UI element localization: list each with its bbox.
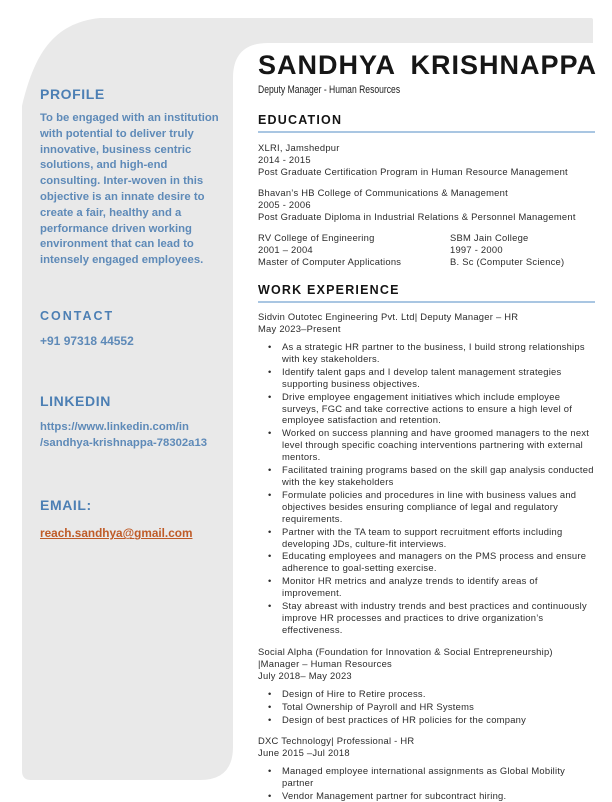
degree: Post Graduate Diploma in Industrial Relations & Personnel Management [258,211,576,222]
bullet-item: • Formulate policies and procedures in line with business values and objectives besides ensuring compliance of legal and regulatory requirements. [258,489,595,525]
bullet-item: • Stay abreast with industry trends and best practices and continuously improve HR processes and practices to drive organization’s effectiveness. [258,600,595,636]
bullet-item: • Vendor Management partner for subcontract hiring. [258,790,595,802]
degree: Master of Computer Applications [258,256,402,267]
education-entry [258,187,595,223]
profile-heading: PROFILE [40,86,105,102]
bullet-item: • Worked on success planning and have groomed managers to the next level through specific coaching interventions partnering with external mentors. [258,427,595,463]
school-name: SBM Jain College [450,232,529,243]
bullet-item: • Identify talent gaps and I develop talent management strategies supporting business objectives. [258,366,595,390]
job-title-line: Social Alpha (Foundation for Innovation & Social Entrepreneurship) |Manager – Human Resources [258,645,553,669]
education-entry [258,142,595,178]
education-two-column-row [258,232,595,268]
contact-section [40,309,220,350]
linkedin-section [40,393,220,452]
job-entry [258,735,595,802]
school-years: 2014 - 2015 [258,154,311,165]
education-entry [258,232,450,268]
email-section [40,497,220,542]
bullet-item: • Educating employees and managers on the PMS process and ensure adherence to goal-setting exercise. [258,550,595,574]
job-title-line: DXC Technology| Professional - HR [258,735,415,747]
degree: B. Sc (Computer Science) [450,256,565,267]
bullet-item: • Design of best practices of HR policies for the company [258,714,595,726]
work-experience-heading: WORK EXPERIENCE [258,283,595,303]
bullet-item: • As a strategic HR partner to the business, I build strong relationships with key stakeholders. [258,341,595,365]
school-years: 1997 - 2000 [450,244,503,255]
job-entry [258,311,595,636]
bullet-item: • Facilitated training programs based on the skill gap analysis conducted with the key stakeholders [258,464,595,488]
job-bullet-list [258,341,595,636]
bullet-item: • Monitor HR metrics and analyze trends to identify areas of improvement. [258,575,595,599]
education-entry [450,232,595,268]
degree: Post Graduate Certification Program in Human Resource Management [258,166,568,177]
school-years: 2005 - 2006 [258,199,311,210]
sidebar [40,86,220,542]
bullet-item: • Total Ownership of Payroll and HR Systems [258,701,595,713]
job-title-line: Sidvin Outotec Engineering Pvt. Ltd| Deputy Manager – HR [258,311,519,322]
email-link[interactable]: reach.sandhya@gmail.com [40,526,193,541]
bullet-item: • Partner with the TA team to support recruitment efforts including developing JDs, culture-fit interviews. [258,526,595,550]
phone-number: +91 97318 44552 [40,333,134,348]
contact-heading: CONTACT [40,308,115,323]
linkedin-heading: LINKEDIN [40,392,111,409]
profile-text: To be engaged with an institution with potential to deliver truly innovative, business centric solutions, and high-end consulting. Inter-woven in this objective is an innate desire to create a fair, healthy and a performance driven working environment that can lead to intensely engaged employees. [40,112,219,267]
candidate-name: SANDHYA KRISHNAPPA [258,50,598,80]
main-content [258,50,598,802]
job-dates: July 2018– May 2023 [258,669,352,681]
job-dates: June 2015 –Jul 2018 [258,747,350,759]
school-name: RV College of Engineering [258,232,375,243]
school-years: 2001 – 2004 [258,244,313,255]
linkedin-url: https://www.linkedin.com/in /sandhya-krishnappa-78302a13 [40,420,208,449]
job-entry [258,646,595,726]
education-heading: EDUCATION [258,113,595,133]
email-heading: EMAIL: [40,497,92,514]
bullet-item: • Managed employee international assignments as Global Mobility partner [258,765,595,789]
school-name: Bhavan’s HB College of Communications & Management [258,187,508,198]
bullet-item: • Drive employee engagement initiatives which include employee surveys, FGC and take corrective actions to ensure a high level of employee satisfaction and retention. [258,391,595,427]
candidate-job-title: Deputy Manager - Human Resources [258,84,401,96]
bullet-item: • Design of Hire to Retire process. [258,688,595,700]
profile-section [40,86,220,269]
job-dates: May 2023–Present [258,323,341,334]
job-bullet-list [258,688,595,726]
job-bullet-list [258,765,595,802]
school-name: XLRI, Jamshedpur [258,142,340,153]
